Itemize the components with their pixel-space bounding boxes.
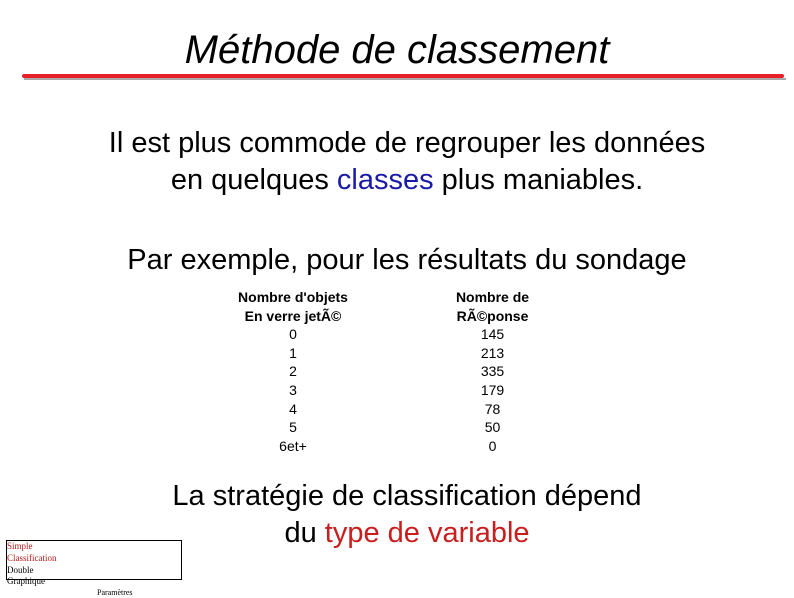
table-cell: 0 [488,437,497,454]
nav-link-classification[interactable]: Classification [7,552,57,563]
table-cell: 5 [289,419,297,436]
table-cell: 4 [289,400,297,417]
paragraph-regroup-text-a: en quelques [170,164,337,196]
table-cell: 335 [480,363,505,380]
table-cell: 2 [289,363,297,380]
table-cell: 213 [480,344,505,361]
paragraph-regroup-line1: Il est plus commode de regrouper les données [108,127,706,159]
table-header-objects-2: En verre jetÃ© [244,307,342,324]
footer-parametres: Paramètres [97,588,133,597]
paragraph-regroup-line2 [0,162,794,199]
classes-highlight: classes [336,164,434,196]
table-cell: 1 [289,344,297,361]
title-underline-shadow [24,78,786,80]
paragraph-example: Par exemple, pour les résultats du sondage [127,244,687,276]
table-cell: 78 [484,400,501,417]
variable-type-highlight: type de variable [324,517,530,549]
table-header-responses-1: Nombre de [455,289,530,305]
table-cell: 3 [289,381,297,398]
nav-link-double[interactable]: Double [7,564,34,575]
paragraph-regroup [0,125,794,199]
table-cell: 179 [480,381,505,398]
table-header-objects-1: Nombre d'objets [238,289,348,305]
nav-link-graphique[interactable]: Graphique [7,576,45,587]
table-cell: 50 [484,419,501,436]
paragraph-strategy-text-a: du [284,517,325,549]
table-cell: 0 [289,326,297,343]
navigation-links [7,541,57,588]
table-header-responses-2: RÃ©ponse [456,307,529,324]
nav-link-simple[interactable]: Simple [7,541,33,551]
paragraph-regroup-text-b: plus maniables. [433,164,644,196]
paragraph-strategy-line1: La stratégie de classification dépend [172,480,642,512]
table-column-objects [218,288,368,455]
table-cell: 6et+ [279,437,307,454]
table-cell: 145 [480,326,505,343]
slide-title: Méthode de classement [184,28,610,72]
table-column-responses [425,288,560,455]
